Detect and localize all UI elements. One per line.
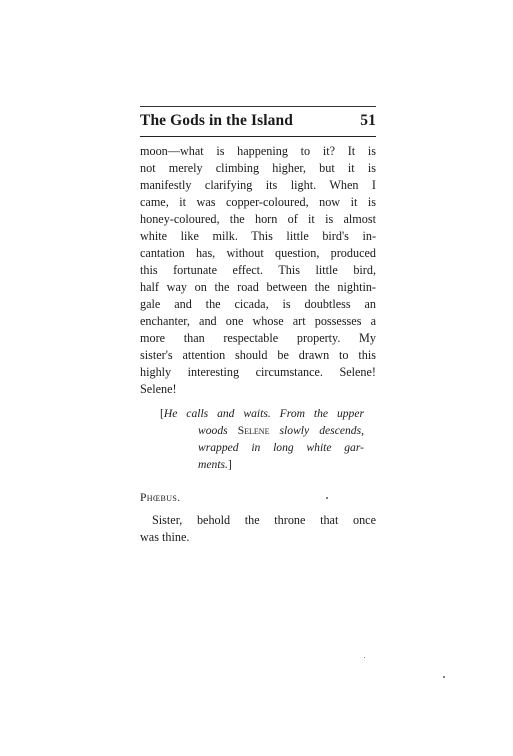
stage-direction-bracket: ] [227,458,232,471]
scan-speck [326,497,328,499]
running-head-title: The Gods in the Island [140,112,293,129]
page-number: 51 [360,112,376,129]
header-top-rule [140,106,376,107]
stage-direction-line [168,422,364,439]
stage-direction-text: slowly descends, [269,424,364,437]
stage-direction-text: He calls and waits. From the upper [163,407,364,420]
stage-direction-line [168,456,364,473]
text-line: honey-coloured, the horn of it is almost [140,212,376,226]
stage-direction-text: ments. [198,458,228,471]
scan-speck [364,657,365,658]
text-line: Sister, behold the throne that once [152,513,376,527]
text-line: came, it was copper-coloured, now it is [140,195,376,209]
stage-direction-bracket: [ [160,407,164,420]
text-line: white like milk. This little bird's in- [140,229,376,243]
body-paragraph [140,143,376,398]
text-line: half way on the road between the nightin- [140,280,376,294]
stage-direction [160,405,364,473]
header-rule [140,136,376,137]
text-line: sister's attention should be drawn to this [140,348,376,362]
text-line: gale and the cicada, is doubtless an [140,297,376,311]
text-line: Selene! [140,382,177,396]
stage-direction-line: wrapped in long white gar- [198,441,364,454]
text-line: moon—what is happening to it? It is [140,144,376,158]
speech-paragraph [140,512,376,546]
running-head [140,112,376,130]
character-name: Selene [237,424,270,437]
text-line: was thine. [140,530,190,544]
stage-direction-text: woods [198,424,238,437]
stage-direction-line [160,405,364,422]
text-line: highly interesting circumstance. Selene! [140,365,376,379]
text-line: cantation has, without question, produced [140,246,376,260]
text-line: not merely climbing higher, but it is [140,161,376,175]
text-line: more than respectable property. My [140,331,376,345]
text-line: this fortunate effect. This little bird, [140,263,376,277]
scan-speck [443,676,445,678]
text-line: enchanter, and one whose art possesses a [140,314,376,328]
speaker-name: Phœbus. [140,492,181,504]
text-line: manifestly clarifying its light. When I [140,178,376,192]
